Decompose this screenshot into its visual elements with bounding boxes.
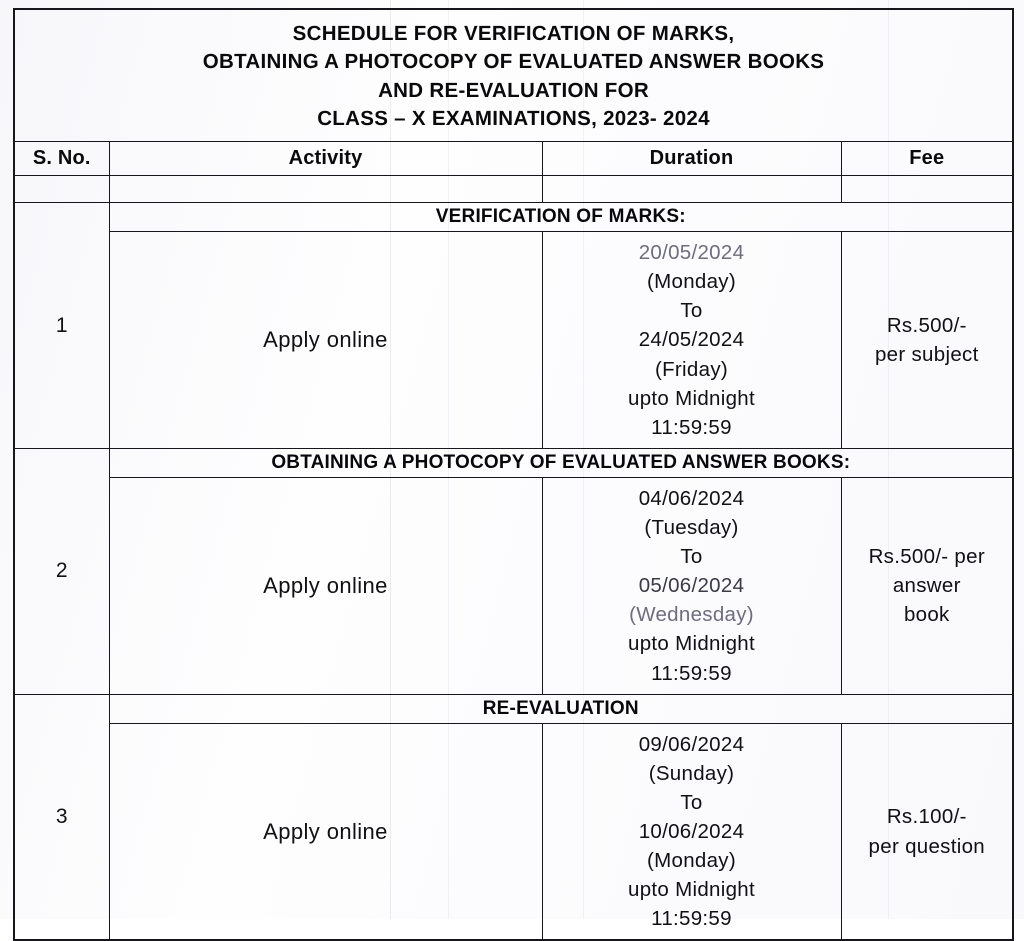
activity-value-3: Apply online: [109, 723, 542, 940]
section-banner-row-verification: [14, 203, 1013, 232]
duration-line: To: [680, 299, 703, 323]
column-header-activity: Activity: [109, 142, 542, 176]
fee-line: book: [903, 603, 950, 627]
activity-value-2: Apply online: [109, 477, 542, 694]
spacer-cell: [542, 176, 841, 203]
fee-line: Rs.100/-: [886, 805, 967, 829]
row-number-2: 2: [14, 448, 109, 694]
title-line-3: AND RE-EVALUATION FOR: [378, 78, 649, 102]
duration-line: (Tuesday): [644, 516, 739, 539]
title-line-4: CLASS – X EXAMINATIONS, 2023- 2024: [317, 106, 710, 130]
title-line-1: SCHEDULE FOR VERIFICATION OF MARKS,: [292, 22, 735, 45]
duration-value-1: [542, 232, 841, 449]
column-header-duration: Duration: [542, 142, 841, 176]
fee-value-2: [841, 477, 1013, 694]
table-row-2: [14, 477, 1013, 694]
duration-value-2: [542, 477, 841, 694]
column-header-row: [14, 142, 1013, 176]
fee-line: Rs.500/-: [886, 313, 967, 337]
section-banner-row-reevaluation: [14, 694, 1013, 723]
duration-line: (Wednesday): [629, 603, 754, 627]
row-number-1: 1: [14, 203, 109, 449]
spacer-row: [14, 176, 1013, 203]
spacer-cell: [14, 176, 109, 203]
row-number-3: 3: [14, 694, 109, 940]
column-header-s-no: S. No.: [14, 142, 109, 176]
fee-line: per question: [868, 834, 985, 858]
duration-line: 11:59:59: [651, 661, 732, 685]
activity-value-1: Apply online: [109, 232, 542, 449]
duration-line: upto Midnight: [628, 632, 755, 656]
section-banner-re-evaluation: RE-EVALUATION: [109, 694, 1013, 723]
column-header-fee: Fee: [841, 142, 1013, 176]
fee-value-3: [841, 723, 1013, 940]
duration-line: (Friday): [654, 357, 728, 381]
duration-line: To: [680, 545, 703, 569]
duration-line: 04/06/2024: [638, 486, 745, 510]
spacer-cell: [841, 176, 1013, 203]
duration-value-3: [542, 723, 841, 940]
title-row: [14, 9, 1013, 142]
fee-line: answer: [892, 574, 961, 598]
schedule-table: [13, 8, 1014, 941]
table-row-1: [14, 232, 1013, 449]
duration-line: 10/06/2024: [638, 819, 745, 843]
duration-line: 11:59:59: [651, 907, 732, 931]
duration-line: upto Midnight: [628, 878, 755, 902]
section-banner-verification-of-marks: VERIFICATION OF MARKS:: [109, 203, 1013, 232]
fee-line: Rs.500/- per: [868, 545, 985, 569]
table-row-3: [14, 723, 1013, 940]
spacer-cell: [109, 176, 542, 203]
title-line-2: OBTAINING A PHOTOCOPY OF EVALUATED ANSWER BOOKS: [202, 50, 825, 74]
duration-line: 09/06/2024: [638, 732, 745, 756]
duration-line: To: [680, 790, 703, 814]
fee-value-1: [841, 232, 1013, 449]
section-banner-row-photocopy: [14, 448, 1013, 477]
duration-line: 20/05/2024: [638, 241, 745, 265]
duration-line: 11:59:59: [651, 415, 732, 439]
duration-line: upto Midnight: [628, 386, 755, 410]
duration-line: (Monday): [647, 849, 736, 873]
document-title: [14, 9, 1013, 142]
section-banner-obtaining-photocopy: OBTAINING A PHOTOCOPY OF EVALUATED ANSWER BOOKS:: [109, 448, 1013, 477]
duration-line: (Sunday): [648, 761, 735, 785]
duration-line: 05/06/2024: [638, 574, 745, 598]
duration-line: 24/05/2024: [638, 328, 745, 352]
duration-line: (Monday): [647, 270, 736, 294]
fee-line: per subject: [874, 343, 979, 366]
